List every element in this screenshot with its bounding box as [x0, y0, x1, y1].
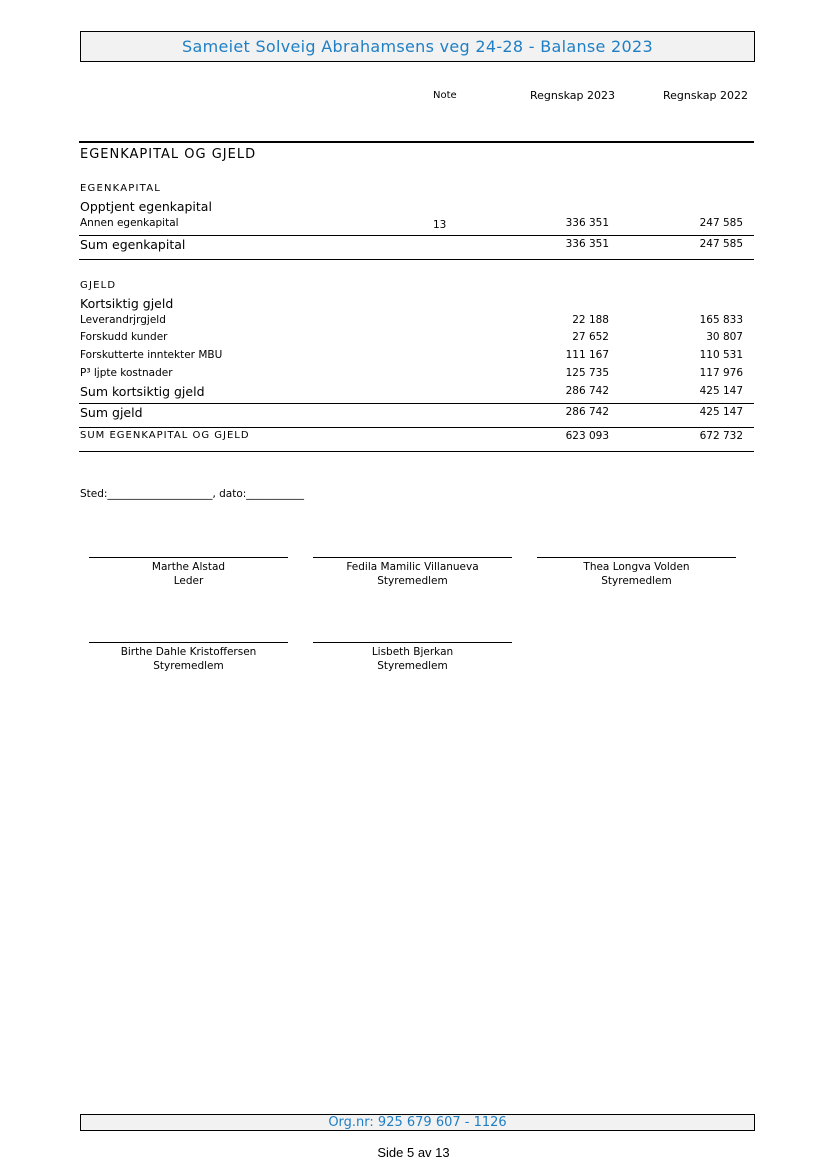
row-value-2022: 672 732 [699, 430, 743, 442]
sum-equity-row [80, 237, 743, 253]
column-header-2023: Regnskap 2023 [530, 89, 615, 102]
signature-line [89, 642, 288, 643]
row-divider [79, 235, 754, 236]
place-date-line: Sted:____________________, dato:___________ [80, 488, 305, 500]
row-label: Leverandrјrgjeld [80, 314, 166, 326]
signature-line [313, 557, 512, 558]
row-divider [79, 451, 754, 452]
signer-name: Birthe Dahle Kristoffersen [120, 646, 257, 658]
table-row [80, 314, 743, 330]
row-note: 13 [433, 219, 447, 231]
signer-name: Marthe Alstad [151, 561, 226, 573]
row-divider [79, 403, 754, 404]
row-value-2022: 110 531 [699, 349, 743, 361]
column-header-2022: Regnskap 2022 [663, 89, 748, 102]
equity-heading: EGENKAPITAL [80, 183, 162, 194]
row-label: Annen egenkapital [80, 217, 179, 229]
signature-block [89, 557, 288, 588]
signer-name: Thea Longva Volden [583, 561, 690, 573]
signer-role: Styremedlem [377, 660, 448, 672]
total-row [80, 430, 743, 446]
row-label: P³ lјpte kostnader [80, 367, 173, 379]
signature-line [313, 642, 512, 643]
row-value-2023: 336 351 [565, 238, 609, 250]
table-row [80, 217, 743, 233]
row-value-2023: 623 093 [565, 430, 609, 442]
signer-role: Styremedlem [377, 575, 448, 587]
sum-debt-row [80, 405, 743, 421]
row-value-2022: 247 585 [699, 217, 743, 229]
row-value-2023: 125 735 [565, 367, 609, 379]
row-label: Sum egenkapital [80, 237, 186, 252]
row-value-2022: 425 147 [699, 385, 743, 397]
row-label: Forskudd kunder [80, 331, 168, 343]
row-value-2022: 165 833 [699, 314, 743, 326]
section-title: EGENKAPITAL OG GJELD [80, 147, 257, 162]
signature-block [313, 557, 512, 588]
row-divider [79, 259, 754, 260]
row-value-2023: 286 742 [565, 406, 609, 418]
document-title-text: Sameiet Solveig Abrahamsens veg 24-28 - Balanse 2023 [182, 37, 653, 56]
debt-heading: GJELD [80, 280, 117, 291]
row-label: Sum gjeld [80, 405, 143, 420]
signature-line [89, 557, 288, 558]
row-label: Forskutterte inntekter MBU [80, 349, 223, 361]
signature-block [537, 557, 736, 588]
table-row [80, 367, 743, 383]
row-value-2023: 286 742 [565, 385, 609, 397]
row-value-2023: 27 652 [572, 331, 609, 343]
row-value-2022: 425 147 [699, 406, 743, 418]
row-value-2022: 247 585 [699, 238, 743, 250]
row-value-2022: 30 807 [706, 331, 743, 343]
row-label: Sum kortsiktig gjeld [80, 384, 205, 399]
signature-line [537, 557, 736, 558]
section-divider [79, 141, 754, 143]
signer-role: Styremedlem [601, 575, 672, 587]
signer-name: Lisbeth Bjerkan [371, 646, 454, 658]
debt-subheading: Kortsiktig gjeld [80, 296, 174, 311]
signer-role: Leder [173, 575, 204, 587]
row-value-2023: 111 167 [565, 349, 609, 361]
signature-block [313, 642, 512, 673]
table-row [80, 349, 743, 365]
sum-short-debt-row [80, 384, 743, 400]
signature-block [89, 642, 288, 673]
org-number-footer [80, 1114, 755, 1131]
signer-name: Fedila Mamilic Villanueva [346, 561, 479, 573]
table-row [80, 331, 743, 347]
signer-role: Styremedlem [153, 660, 224, 672]
row-label: SUM EGENKAPITAL OG GJELD [80, 430, 250, 441]
row-value-2023: 336 351 [565, 217, 609, 229]
row-divider [79, 427, 754, 428]
page-number: Side 5 av 13 [377, 1145, 450, 1160]
document-title [80, 31, 755, 62]
column-header-note: Note [433, 90, 457, 101]
org-number-text: Org.nr: 925 679 607 - 1126 [328, 1115, 507, 1130]
equity-subheading: Opptjent egenkapital [80, 199, 212, 214]
row-value-2022: 117 976 [699, 367, 743, 379]
row-value-2023: 22 188 [572, 314, 609, 326]
